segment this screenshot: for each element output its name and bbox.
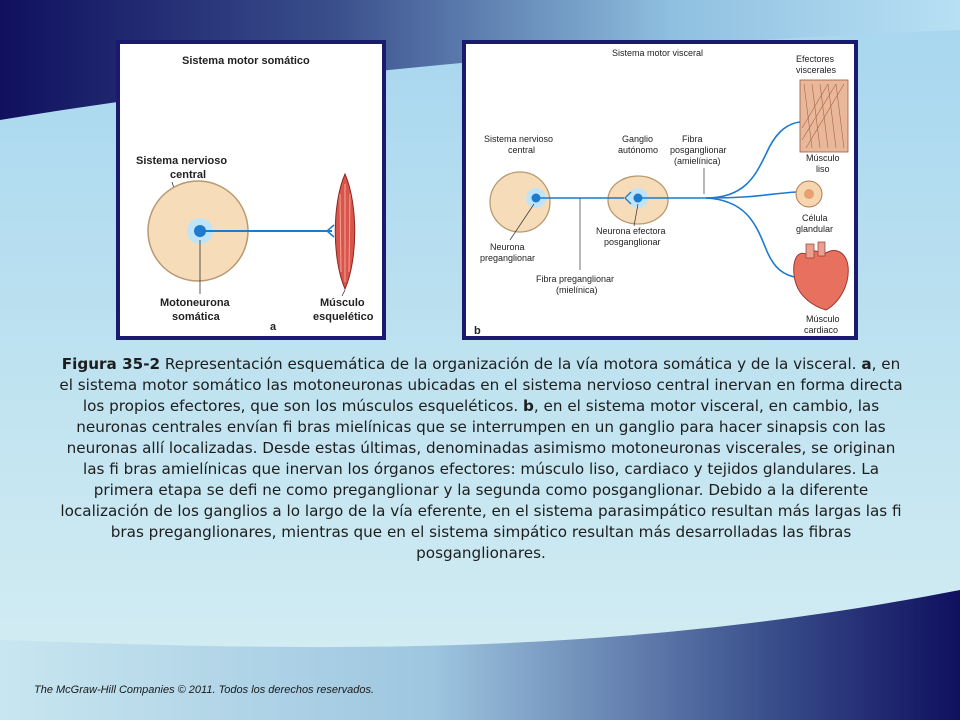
effector-neuron-label-2: posganglionar — [604, 237, 661, 247]
panel-somatic — [116, 40, 386, 340]
figure-label: Figura 35-2 — [61, 355, 161, 373]
ganglion-label: Ganglio — [622, 134, 654, 144]
motoneuron-label-2: somática — [172, 311, 220, 323]
caption-part-2: , en el sistema motor somático las motoneuronas ubicadas en el sistema nervioso central inervan en forma directa los propios efectores, que son los músculos esqueléticos. — [59, 355, 903, 415]
panel-b-cns-label: Sistema nervioso — [484, 134, 554, 144]
ganglion-label-2: autónomo — [618, 145, 659, 155]
caption-a: a — [861, 355, 872, 373]
preganglionic-fiber-label: Fibra preganglionar — [536, 274, 615, 284]
caption-part-1: Representación esquemática de la organización de la vía motora somática y de la visceral. — [160, 355, 862, 373]
preganglionic-neuron-label-2: preganglionar — [480, 253, 536, 263]
postganglionic-fiber-gland — [706, 192, 796, 198]
panel-a-title: Sistema motor somático — [182, 55, 310, 67]
postganglionic-fiber-cardiac — [706, 198, 800, 278]
effectors-label-2: viscerales — [796, 65, 837, 75]
figure-caption — [56, 354, 906, 564]
muscle-label: Músculo — [320, 297, 365, 309]
postganglionic-fiber-label-2: posganglionar — [670, 145, 727, 155]
panel-a-cns-label: Sistema nervioso — [136, 155, 228, 167]
effector-neuron-label: Neurona efectora — [596, 226, 666, 236]
somatic-diagram — [120, 44, 382, 336]
caption-part-3: , en el sistema motor visceral, en cambio, las neuronas centrales envían fi bras mielínicas que se interrumpen en un ganglio para hacer sinapsis con las neuronas allí localizadas. Desde estas últimas, denominadas asimismo motoneuronas viscerales, se originan las fi bras amielínicas que inervan los órganos efectores: músculo liso, cardiaco y tejidos glandulares. La primera etapa se defi ne como preganglionar y la segunda como posganglionar. Debido a la diferente localización de los ganglios a lo largo de la vía eferente, en el sistema parasimpático resultan más largas las fi bras preganglionares, mientras que en el sistema simpático resultan más desarrolladas las fibras posganglionares. — [60, 397, 902, 562]
muscle-label-2: esquelético — [313, 311, 374, 323]
gland-label-2: glandular — [796, 224, 834, 234]
heart — [794, 251, 849, 310]
gland-label: Célula — [802, 213, 828, 223]
cardiac-label-2: cardiaco — [804, 325, 839, 335]
caption-b: b — [523, 397, 534, 415]
smooth-muscle-label-2: liso — [816, 164, 830, 174]
panel-b-cns-label-2: central — [508, 145, 536, 155]
panel-a-letter: a — [270, 321, 277, 333]
panel-b-letter: b — [474, 325, 481, 336]
panel-a-cns-label-2: central — [170, 169, 207, 181]
smooth-muscle-label: Músculo — [806, 153, 840, 163]
effectors-label: Efectores — [796, 54, 835, 64]
preganglionic-fiber-label-2: (mielínica) — [556, 285, 598, 295]
motoneuron-label: Motoneurona — [160, 297, 230, 309]
copyright-footer: The McGraw-Hill Companies © 2011. Todos los derechos reservados. — [34, 684, 375, 696]
panel-b-title: Sistema motor visceral — [612, 48, 704, 58]
preganglionic-neuron-label: Neurona — [490, 242, 525, 252]
visceral-diagram — [466, 44, 854, 336]
panel-visceral — [462, 40, 858, 340]
postganglionic-fiber-label-3: (amielínica) — [674, 156, 721, 166]
cardiac-label: Músculo — [806, 314, 840, 324]
postganglionic-fiber-label: Fibra — [682, 134, 703, 144]
